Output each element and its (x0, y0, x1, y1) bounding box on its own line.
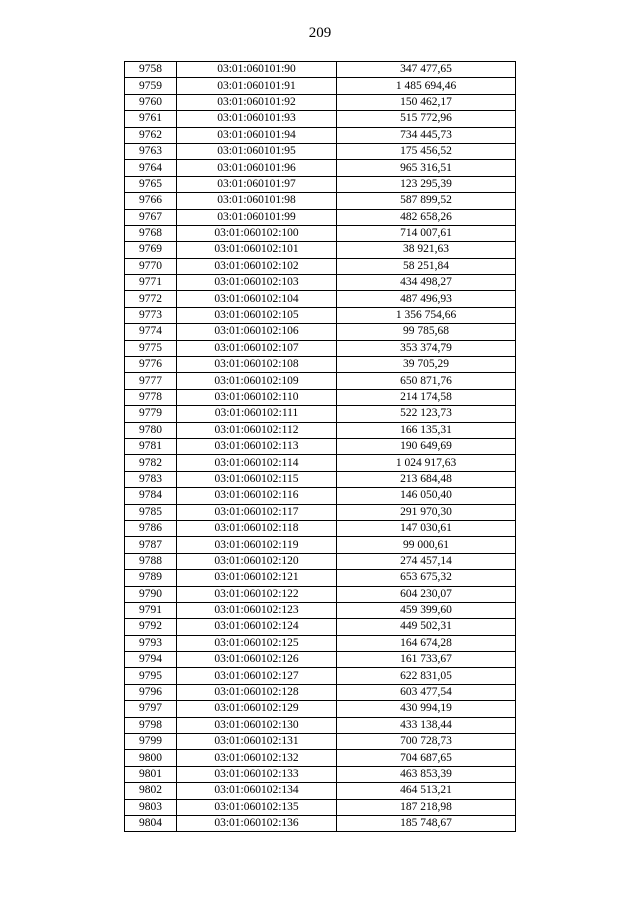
table-row (125, 488, 516, 504)
table-row (125, 455, 516, 471)
cadastral-value-cell: 99 000,61 (337, 537, 516, 553)
row-number-cell: 9769 (125, 242, 177, 258)
table-row (125, 783, 516, 799)
table-row (125, 111, 516, 127)
cadastral-number-cell: 03:01:060102:121 (177, 570, 337, 586)
cadastral-value-table (124, 61, 516, 832)
cadastral-value-cell: 214 174,58 (337, 389, 516, 405)
cadastral-number-cell: 03:01:060102:112 (177, 422, 337, 438)
row-number-cell: 9788 (125, 553, 177, 569)
table-row (125, 815, 516, 831)
table-row (125, 422, 516, 438)
cadastral-value-cell: 704 687,65 (337, 750, 516, 766)
cadastral-value-cell: 622 831,05 (337, 668, 516, 684)
cadastral-number-cell: 03:01:060102:108 (177, 357, 337, 373)
cadastral-number-cell: 03:01:060102:118 (177, 520, 337, 536)
cadastral-value-cell: 430 994,19 (337, 701, 516, 717)
row-number-cell: 9762 (125, 127, 177, 143)
cadastral-number-cell: 03:01:060102:132 (177, 750, 337, 766)
row-number-cell: 9790 (125, 586, 177, 602)
row-number-cell: 9795 (125, 668, 177, 684)
cadastral-value-cell: 714 007,61 (337, 225, 516, 241)
cadastral-number-cell: 03:01:060102:103 (177, 275, 337, 291)
cadastral-value-cell: 604 230,07 (337, 586, 516, 602)
row-number-cell: 9779 (125, 406, 177, 422)
cadastral-value-cell: 449 502,31 (337, 619, 516, 635)
cadastral-value-cell: 587 899,52 (337, 193, 516, 209)
row-number-cell: 9802 (125, 783, 177, 799)
cadastral-value-cell: 123 295,39 (337, 176, 516, 192)
row-number-cell: 9787 (125, 537, 177, 553)
cadastral-value-cell: 1 356 754,66 (337, 307, 516, 323)
cadastral-number-cell: 03:01:060102:136 (177, 815, 337, 831)
cadastral-number-cell: 03:01:060101:98 (177, 193, 337, 209)
cadastral-number-cell: 03:01:060102:124 (177, 619, 337, 635)
row-number-cell: 9784 (125, 488, 177, 504)
row-number-cell: 9776 (125, 357, 177, 373)
cadastral-value-cell: 700 728,73 (337, 734, 516, 750)
cadastral-number-cell: 03:01:060102:110 (177, 389, 337, 405)
cadastral-value-cell: 274 457,14 (337, 553, 516, 569)
row-number-cell: 9803 (125, 799, 177, 815)
table-row (125, 799, 516, 815)
cadastral-value-cell: 347 477,65 (337, 62, 516, 78)
table-row (125, 701, 516, 717)
cadastral-number-cell: 03:01:060102:126 (177, 652, 337, 668)
table-row (125, 520, 516, 536)
row-number-cell: 9758 (125, 62, 177, 78)
table-row (125, 619, 516, 635)
table-row (125, 193, 516, 209)
table-row (125, 750, 516, 766)
cadastral-value-cell: 653 675,32 (337, 570, 516, 586)
table-row (125, 717, 516, 733)
cadastral-value-cell: 603 477,54 (337, 684, 516, 700)
cadastral-value-cell: 965 316,51 (337, 160, 516, 176)
row-number-cell: 9785 (125, 504, 177, 520)
cadastral-value-cell: 459 399,60 (337, 602, 516, 618)
cadastral-number-cell: 03:01:060101:92 (177, 94, 337, 110)
cadastral-value-cell: 433 138,44 (337, 717, 516, 733)
row-number-cell: 9800 (125, 750, 177, 766)
row-number-cell: 9791 (125, 602, 177, 618)
cadastral-number-cell: 03:01:060102:107 (177, 340, 337, 356)
cadastral-value-cell: 39 705,29 (337, 357, 516, 373)
row-number-cell: 9771 (125, 275, 177, 291)
cadastral-number-cell: 03:01:060102:119 (177, 537, 337, 553)
cadastral-number-cell: 03:01:060102:122 (177, 586, 337, 602)
cadastral-value-cell: 1 485 694,46 (337, 78, 516, 94)
cadastral-value-cell: 463 853,39 (337, 766, 516, 782)
cadastral-number-cell: 03:01:060101:94 (177, 127, 337, 143)
cadastral-value-cell: 166 135,31 (337, 422, 516, 438)
table-row (125, 94, 516, 110)
row-number-cell: 9789 (125, 570, 177, 586)
cadastral-number-cell: 03:01:060102:129 (177, 701, 337, 717)
table-body (125, 62, 516, 832)
cadastral-value-cell: 164 674,28 (337, 635, 516, 651)
table-row (125, 553, 516, 569)
table-row (125, 291, 516, 307)
cadastral-value-cell: 147 030,61 (337, 520, 516, 536)
row-number-cell: 9780 (125, 422, 177, 438)
cadastral-number-cell: 03:01:060101:95 (177, 143, 337, 159)
cadastral-value-cell: 353 374,79 (337, 340, 516, 356)
cadastral-number-cell: 03:01:060102:104 (177, 291, 337, 307)
table-row (125, 438, 516, 454)
table-row (125, 537, 516, 553)
table-row (125, 668, 516, 684)
row-number-cell: 9763 (125, 143, 177, 159)
cadastral-value-cell: 213 684,48 (337, 471, 516, 487)
cadastral-number-cell: 03:01:060102:125 (177, 635, 337, 651)
row-number-cell: 9794 (125, 652, 177, 668)
cadastral-number-cell: 03:01:060102:100 (177, 225, 337, 241)
row-number-cell: 9766 (125, 193, 177, 209)
cadastral-value-cell: 434 498,27 (337, 275, 516, 291)
table-row (125, 602, 516, 618)
cadastral-number-cell: 03:01:060102:120 (177, 553, 337, 569)
cadastral-value-cell: 1 024 917,63 (337, 455, 516, 471)
cadastral-number-cell: 03:01:060102:113 (177, 438, 337, 454)
cadastral-value-cell: 38 921,63 (337, 242, 516, 258)
table-row (125, 324, 516, 340)
table-row (125, 734, 516, 750)
row-number-cell: 9782 (125, 455, 177, 471)
cadastral-number-cell: 03:01:060102:130 (177, 717, 337, 733)
cadastral-number-cell: 03:01:060102:102 (177, 258, 337, 274)
cadastral-number-cell: 03:01:060102:128 (177, 684, 337, 700)
cadastral-number-cell: 03:01:060102:109 (177, 373, 337, 389)
row-number-cell: 9765 (125, 176, 177, 192)
cadastral-number-cell: 03:01:060101:97 (177, 176, 337, 192)
table-row (125, 143, 516, 159)
table-row (125, 586, 516, 602)
row-number-cell: 9778 (125, 389, 177, 405)
row-number-cell: 9759 (125, 78, 177, 94)
table-row (125, 242, 516, 258)
cadastral-number-cell: 03:01:060102:134 (177, 783, 337, 799)
table-row (125, 258, 516, 274)
row-number-cell: 9775 (125, 340, 177, 356)
cadastral-value-cell: 146 050,40 (337, 488, 516, 504)
table-row (125, 160, 516, 176)
row-number-cell: 9764 (125, 160, 177, 176)
cadastral-value-cell: 291 970,30 (337, 504, 516, 520)
cadastral-value-cell: 150 462,17 (337, 94, 516, 110)
row-number-cell: 9774 (125, 324, 177, 340)
table-row (125, 176, 516, 192)
row-number-cell: 9804 (125, 815, 177, 831)
table-row (125, 389, 516, 405)
table-row (125, 652, 516, 668)
cadastral-value-cell: 190 649,69 (337, 438, 516, 454)
table-row (125, 471, 516, 487)
table-row (125, 340, 516, 356)
cadastral-value-cell: 734 445,73 (337, 127, 516, 143)
row-number-cell: 9768 (125, 225, 177, 241)
table-row (125, 373, 516, 389)
cadastral-value-cell: 650 871,76 (337, 373, 516, 389)
row-number-cell: 9792 (125, 619, 177, 635)
cadastral-number-cell: 03:01:060102:101 (177, 242, 337, 258)
row-number-cell: 9773 (125, 307, 177, 323)
cadastral-number-cell: 03:01:060101:96 (177, 160, 337, 176)
cadastral-number-cell: 03:01:060102:111 (177, 406, 337, 422)
cadastral-number-cell: 03:01:060101:99 (177, 209, 337, 225)
table-row (125, 635, 516, 651)
table-row (125, 406, 516, 422)
table-row (125, 357, 516, 373)
cadastral-number-cell: 03:01:060102:127 (177, 668, 337, 684)
row-number-cell: 9783 (125, 471, 177, 487)
page-number: 209 (308, 25, 332, 41)
cadastral-value-cell: 522 123,73 (337, 406, 516, 422)
cadastral-number-cell: 03:01:060102:115 (177, 471, 337, 487)
row-number-cell: 9767 (125, 209, 177, 225)
row-number-cell: 9781 (125, 438, 177, 454)
cadastral-number-cell: 03:01:060102:131 (177, 734, 337, 750)
table-row (125, 504, 516, 520)
cadastral-value-cell: 487 496,93 (337, 291, 516, 307)
cadastral-number-cell: 03:01:060102:117 (177, 504, 337, 520)
row-number-cell: 9786 (125, 520, 177, 536)
cadastral-number-cell: 03:01:060102:123 (177, 602, 337, 618)
cadastral-number-cell: 03:01:060101:90 (177, 62, 337, 78)
cadastral-value-cell: 185 748,67 (337, 815, 516, 831)
cadastral-value-cell: 482 658,26 (337, 209, 516, 225)
row-number-cell: 9777 (125, 373, 177, 389)
cadastral-value-cell: 187 218,98 (337, 799, 516, 815)
cadastral-number-cell: 03:01:060102:133 (177, 766, 337, 782)
row-number-cell: 9770 (125, 258, 177, 274)
table-row (125, 225, 516, 241)
cadastral-number-cell: 03:01:060102:106 (177, 324, 337, 340)
table-row (125, 209, 516, 225)
cadastral-value-cell: 464 513,21 (337, 783, 516, 799)
table-row (125, 570, 516, 586)
row-number-cell: 9796 (125, 684, 177, 700)
row-number-cell: 9761 (125, 111, 177, 127)
cadastral-number-cell: 03:01:060101:93 (177, 111, 337, 127)
cadastral-number-cell: 03:01:060102:105 (177, 307, 337, 323)
cadastral-number-cell: 03:01:060102:116 (177, 488, 337, 504)
cadastral-value-cell: 99 785,68 (337, 324, 516, 340)
row-number-cell: 9799 (125, 734, 177, 750)
table-row (125, 78, 516, 94)
cadastral-value-cell: 175 456,52 (337, 143, 516, 159)
table-row (125, 307, 516, 323)
row-number-cell: 9772 (125, 291, 177, 307)
table-row (125, 62, 516, 78)
table-row (125, 766, 516, 782)
row-number-cell: 9760 (125, 94, 177, 110)
cadastral-number-cell: 03:01:060101:91 (177, 78, 337, 94)
cadastral-value-cell: 515 772,96 (337, 111, 516, 127)
row-number-cell: 9797 (125, 701, 177, 717)
cadastral-value-cell: 58 251,84 (337, 258, 516, 274)
cadastral-number-cell: 03:01:060102:135 (177, 799, 337, 815)
table-row (125, 127, 516, 143)
row-number-cell: 9793 (125, 635, 177, 651)
row-number-cell: 9801 (125, 766, 177, 782)
table-row (125, 275, 516, 291)
table-row (125, 684, 516, 700)
cadastral-value-cell: 161 733,67 (337, 652, 516, 668)
row-number-cell: 9798 (125, 717, 177, 733)
cadastral-number-cell: 03:01:060102:114 (177, 455, 337, 471)
